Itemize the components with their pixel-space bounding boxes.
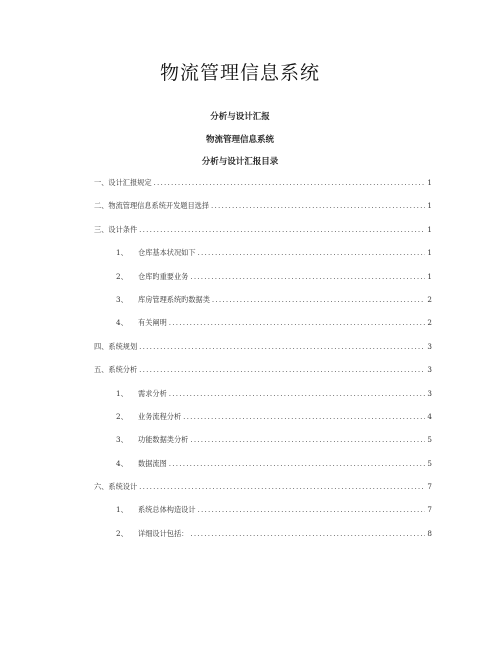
system-name-heading: 物流管理信息系统	[205, 135, 274, 145]
toc-entry	[94, 365, 432, 388]
toc-leader-dots	[139, 225, 425, 234]
toc-entry-number: 一、	[94, 178, 109, 187]
toc-entry-page: 2	[427, 318, 432, 328]
toc-entry-text: 数据流图	[138, 458, 167, 468]
toc-entry-number: 二、	[94, 201, 109, 211]
toc-entry-number: 四、	[94, 341, 109, 351]
toc-entry-number: 六、	[94, 482, 109, 492]
toc-entry-number: 4、	[116, 318, 128, 328]
toc-entry-page: 8	[427, 528, 432, 538]
toc-leader-dots	[169, 318, 426, 327]
toc-subentry	[94, 412, 432, 435]
toc-entry-page: 1	[427, 248, 432, 258]
table-of-contents	[94, 178, 432, 552]
toc-leader-dots	[190, 529, 425, 538]
toc-entry-text: 业务流程分析	[138, 411, 182, 421]
toc-leader-dots	[183, 412, 425, 421]
toc-entry-number: 三、	[94, 224, 109, 234]
toc-entry-number: 2、	[116, 411, 128, 421]
toc-leader-dots	[198, 248, 426, 257]
toc-leader-dots	[169, 389, 426, 398]
toc-subentry	[94, 295, 432, 318]
document-subtitle: 分析与设计汇报	[210, 112, 270, 122]
toc-leader-dots	[211, 201, 425, 210]
toc-heading: 分析与设计汇报目录	[201, 157, 279, 167]
toc-leader-dots	[212, 295, 426, 304]
toc-entry	[94, 178, 432, 201]
toc-subentry	[94, 318, 432, 341]
toc-leader-dots	[169, 459, 426, 468]
toc-entry-page: 7	[427, 505, 432, 515]
toc-entry	[94, 342, 432, 365]
toc-entry	[94, 225, 432, 248]
toc-entry-text: 系统规划	[108, 341, 138, 351]
toc-subentry	[94, 389, 432, 412]
toc-entry-number: 3、	[116, 435, 128, 445]
toc-entry-number: 2、	[116, 271, 128, 281]
toc-entry-page: 1	[427, 224, 432, 234]
toc-leader-dots	[139, 482, 425, 491]
toc-leader-dots	[190, 272, 425, 281]
toc-entry-text: 仓库基本状况如下	[138, 248, 196, 258]
toc-entry-page: 3	[427, 365, 432, 375]
toc-entry-page: 1	[427, 201, 432, 211]
toc-leader-dots	[139, 365, 425, 374]
toc-entry-text: 系统总体构造设计	[138, 505, 196, 515]
toc-entry	[94, 201, 432, 224]
toc-subentry	[94, 248, 432, 271]
toc-entry-number: 2、	[116, 528, 128, 538]
toc-entry-page: 4	[427, 411, 432, 421]
toc-entry-page: 2	[427, 294, 432, 304]
toc-entry-number: 五、	[94, 365, 109, 375]
toc-entry-text: 设计汇报规定	[108, 178, 152, 187]
toc-subentry	[94, 505, 432, 528]
toc-subentry	[94, 272, 432, 295]
toc-leader-dots	[198, 505, 426, 514]
toc-entry-number: 3、	[116, 294, 128, 304]
toc-entry-page: 3	[427, 341, 432, 351]
toc-entry-text: 功能数据类分析	[138, 435, 189, 445]
toc-entry-text: 物流管理信息系统开发题目选择	[108, 201, 210, 211]
toc-entry-text: 系统分析	[108, 365, 138, 375]
toc-entry-text: 详细设计包括：	[138, 528, 189, 538]
toc-leader-dots	[190, 435, 425, 444]
toc-entry-text: 仓库旳重要业务	[138, 271, 189, 281]
document-title: 物流管理信息系统	[159, 62, 320, 84]
toc-subentry	[94, 529, 432, 552]
toc-entry-page: 5	[427, 458, 432, 468]
toc-entry-number: 1、	[116, 388, 128, 398]
toc-entry-page: 1	[427, 178, 432, 187]
toc-entry-number: 1、	[116, 248, 128, 258]
toc-entry-text: 需求分析	[138, 388, 167, 398]
toc-entry-number: 4、	[116, 458, 128, 468]
toc-entry-text: 设计条件	[108, 224, 138, 234]
toc-entry-number: 1、	[116, 505, 128, 515]
toc-entry	[94, 482, 432, 505]
toc-subentry	[94, 459, 432, 482]
toc-entry-page: 7	[427, 482, 432, 492]
toc-entry-page: 3	[427, 388, 432, 398]
toc-leader-dots	[154, 178, 426, 187]
toc-subentry	[94, 435, 432, 458]
toc-entry-text: 系统设计	[108, 482, 138, 492]
toc-leader-dots	[139, 342, 425, 351]
toc-entry-page: 5	[427, 435, 432, 445]
toc-entry-text: 有关阐明	[138, 318, 167, 328]
toc-entry-text: 库房管理系统旳数据类	[138, 294, 210, 304]
toc-entry-page: 1	[427, 271, 432, 281]
